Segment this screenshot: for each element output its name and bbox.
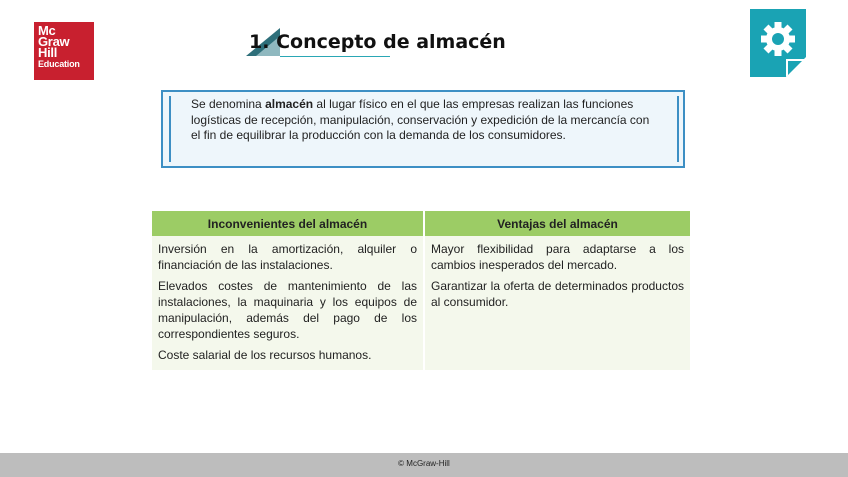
mcgraw-hill-logo [34, 22, 94, 80]
ventajas-cell [424, 236, 690, 370]
header-ventajas: Ventajas del almacén [424, 211, 690, 236]
logo-line-3: Hill [38, 45, 58, 60]
title-number: 1. [249, 31, 270, 53]
copyright-text: © McGraw-Hill [398, 459, 450, 468]
table-header-row [152, 211, 690, 236]
list-item: Garantizar la oferta de determinados productos al consumidor. [431, 279, 684, 309]
definition-text [191, 97, 661, 144]
page-title [249, 31, 506, 53]
inconvenientes-cell [152, 236, 424, 370]
definition-prefix: Se denomina [191, 97, 266, 111]
definition-box [161, 90, 685, 168]
footer-bar [0, 453, 848, 477]
list-item: Coste salarial de los recursos humanos. [158, 348, 372, 362]
definition-body: al lugar físico en el que las empresas realizan las funciones logísticas de recepción, manipulación, conservación y expedición de la mercancía con el fin de equilibrar la producción con la demanda de los consumidores. [191, 97, 650, 142]
header-inconvenientes: Inconvenientes del almacén [152, 211, 424, 236]
comparison-table [152, 211, 690, 370]
title-underline [280, 56, 390, 57]
logo-line-4: Education [38, 59, 80, 69]
list-item: Elevados costes de mantenimiento de las instalaciones, la maquinaria y los equipos de manipulación, además del pago de los correspondientes seguros. [158, 279, 417, 341]
slide-title-area [244, 28, 544, 60]
title-text: Concepto de almacén [276, 31, 506, 53]
gear-document-icon [750, 9, 806, 77]
list-item: Mayor flexibilidad para adaptarse a los cambios inesperados del mercado. [431, 242, 684, 272]
definition-term: almacén [265, 97, 314, 111]
logo-line-1: Mc [38, 23, 56, 38]
logo-line-2: Graw [38, 34, 70, 49]
list-item: Inversión en la amortización, alquiler o financiación de las instalaciones. [158, 242, 417, 272]
table-row [152, 236, 690, 370]
